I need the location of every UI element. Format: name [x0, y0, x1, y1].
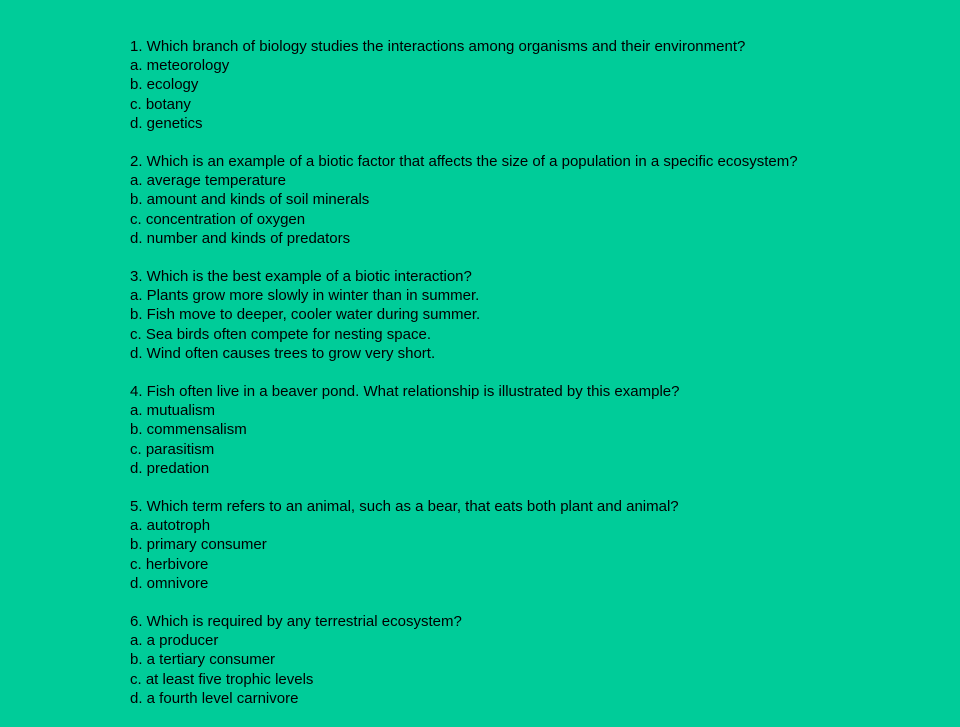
answer-option-b: b. a tertiary consumer	[130, 651, 276, 669]
answer-option-d: d. number and kinds of predators	[130, 229, 351, 247]
question-1	[130, 37, 950, 133]
answer-option-c: c. herbivore	[130, 555, 209, 573]
question-prompt: 4. Fish often live in a beaver pond. What relationship is illustrated by this example?	[130, 383, 680, 401]
answer-option-a: a. average temperature	[130, 172, 286, 190]
question-6	[130, 612, 950, 708]
question-3	[130, 267, 950, 363]
question-prompt: 3. Which is the best example of a biotic interaction?	[130, 268, 472, 286]
question-prompt: 6. Which is required by any terrestrial ecosystem?	[130, 613, 462, 631]
answer-option-b: b. commensalism	[130, 421, 247, 439]
answer-option-c: c. concentration of oxygen	[130, 210, 306, 228]
answer-option-b: b. primary consumer	[130, 536, 267, 554]
answer-option-c: c. parasitism	[130, 440, 215, 458]
question-prompt: 2. Which is an example of a biotic factor that affects the size of a population in a specific ecosystem?	[130, 153, 798, 171]
answer-option-a: a. mutualism	[130, 402, 216, 420]
answer-option-a: a. autotroph	[130, 517, 211, 535]
question-4	[130, 382, 950, 478]
answer-option-d: d. omnivore	[130, 574, 209, 592]
question-prompt: 1. Which branch of biology studies the interactions among organisms and their environment?	[130, 38, 746, 55]
answer-option-d: d. a fourth level carnivore	[130, 689, 299, 707]
answer-option-a: a. Plants grow more slowly in winter than in summer.	[130, 287, 480, 305]
question-2	[130, 152, 950, 248]
answer-option-c: c. at least five trophic levels	[130, 670, 314, 688]
answer-option-d: d. genetics	[130, 114, 203, 132]
answer-option-d: d. Wind often causes trees to grow very short.	[130, 344, 436, 362]
answer-option-c: c. botany	[130, 95, 191, 113]
answer-option-a: a. a producer	[130, 632, 219, 650]
quiz-text	[130, 37, 950, 727]
answer-option-b: b. amount and kinds of soil minerals	[130, 191, 370, 209]
question-5	[130, 497, 950, 593]
question-prompt: 5. Which term refers to an animal, such as a bear, that eats both plant and animal?	[130, 498, 679, 516]
answer-option-b: b. Fish move to deeper, cooler water during summer.	[130, 306, 481, 324]
answer-option-b: b. ecology	[130, 76, 199, 94]
answer-option-d: d. predation	[130, 459, 210, 477]
answer-option-a: a. meteorology	[130, 57, 230, 75]
answer-option-c: c. Sea birds often compete for nesting space.	[130, 325, 432, 343]
